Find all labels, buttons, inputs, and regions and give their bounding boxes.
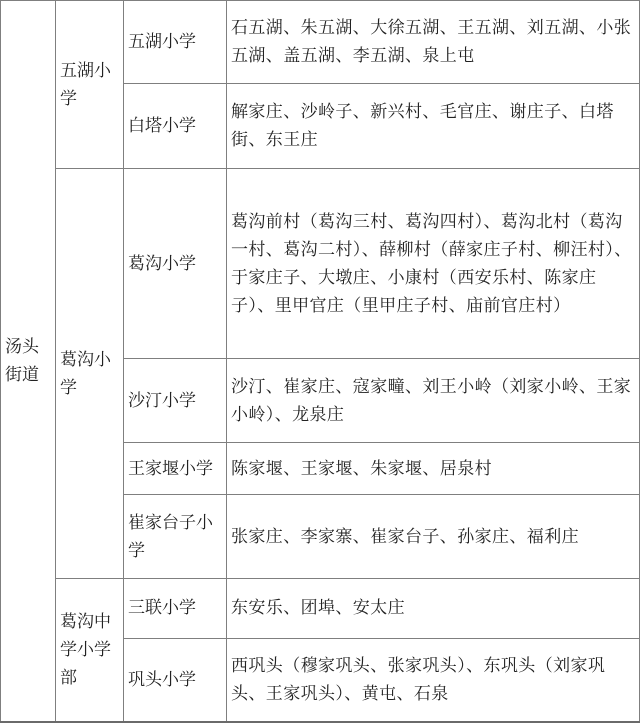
villages-text: 沙汀、崔家庄、寇家疃、刘王小岭（刘家小岭、王家小岭）、龙泉庄 [231,376,632,425]
group-cell [56,1,124,169]
villages-cell [227,1,640,84]
group-cell [56,579,124,722]
school-name: 五湖小学 [128,32,196,52]
school-cell [124,443,227,495]
villages-cell [227,443,640,495]
school-cell [124,359,227,443]
school-name: 葛沟小学 [128,253,196,274]
school-name: 白塔小学 [128,116,196,136]
villages-cell [227,169,640,359]
school-cell [124,169,227,359]
villages-text: 石五湖、朱五湖、大徐五湖、王五湖、刘五湖、小张五湖、盖五湖、李五湖、泉上屯 [231,18,632,66]
school-name: 沙汀小学 [128,390,196,411]
villages-text: 陈家堰、王家堰、朱家堰、居泉村 [231,458,492,479]
table-row [1,579,640,638]
school-name: 巩头小学 [128,669,196,690]
group-cell [56,169,124,579]
school-cell [124,84,227,169]
villages-text: 解家庄、沙岭子、新兴村、毛官庄、谢庄子、白塔街、东王庄 [231,102,614,150]
villages-text: 西巩头（穆家巩头、张家巩头）、东巩头（刘家巩头、王家巩头）、黄屯、石泉 [231,655,606,704]
school-name: 王家堰小学 [128,458,213,479]
school-cell [124,638,227,722]
school-name: 三联小学 [128,598,196,619]
school-cell [124,579,227,638]
group-name: 五湖小学 [60,60,111,109]
table-row [1,169,640,359]
villages-cell [227,359,640,443]
street-cell [1,1,56,723]
street-name: 汤头街道 [5,337,39,385]
school-cell [124,1,227,84]
villages-text: 葛沟前村（葛沟三村、葛沟四村）、葛沟北村（葛沟一村、葛沟二村）、薛柳村（薛家庄子村、柳汪村）、于家庄子、大墩庄、小康村（西安乐村、陈家庄子）、里甲官庄（里甲庄子村、庙前官庄村） [231,211,632,316]
villages-cell [227,579,640,638]
school-cell [124,495,227,579]
group-name: 葛沟中学小学部 [60,612,111,689]
villages-cell [227,495,640,579]
villages-cell [227,638,640,722]
villages-text: 东安乐、团埠、安太庄 [231,598,405,619]
villages-text: 张家庄、李家寨、崔家台子、孙家庄、福利庄 [231,526,579,547]
villages-cell [227,84,640,169]
group-name: 葛沟小学 [60,349,111,398]
school-name: 崔家台子小学 [128,512,213,561]
table-row [1,1,640,84]
